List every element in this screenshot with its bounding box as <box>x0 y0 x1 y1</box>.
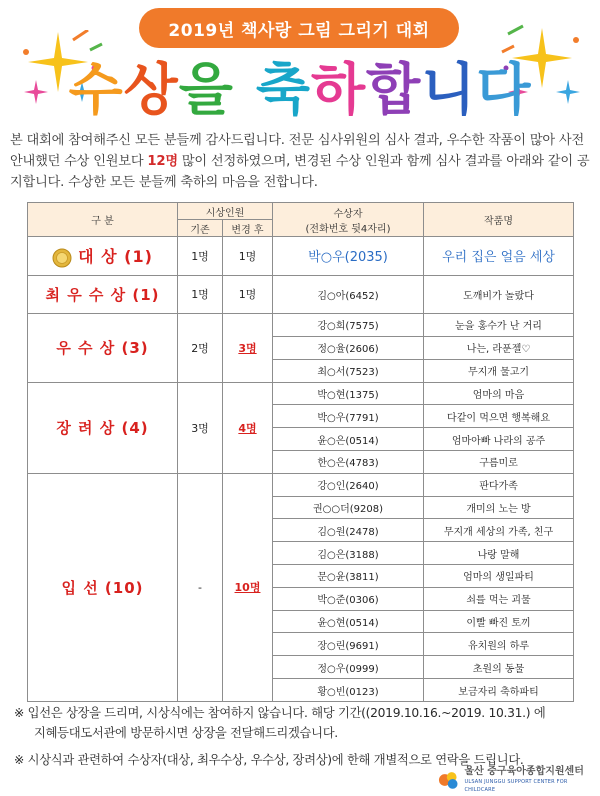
count-before: - <box>178 473 223 701</box>
intro-text-2: 많이 선정하였으며, 변경된 수상 인원과 함께 심사 결과를 아래와 같이 공지합니다. 수상한 모든 분들께 축하의 마음을 전합니다. <box>10 154 590 190</box>
work-title: 도깨비가 놀랐다 <box>424 275 574 314</box>
title-letter: 합 <box>366 58 422 123</box>
winner-name: 윤○은(0514) <box>273 428 424 451</box>
winner-name: 최○서(7523) <box>273 359 424 382</box>
work-title: 구름미로 <box>424 450 574 473</box>
award-category <box>28 382 178 473</box>
winner-name: 김○은(3188) <box>273 542 424 565</box>
gold-medal-icon <box>52 248 72 268</box>
winner-name: 한○은(4783) <box>273 450 424 473</box>
count-after: 1명 <box>223 237 273 276</box>
winner-name: 장○린(9691) <box>273 633 424 656</box>
title-word-1 <box>69 46 234 126</box>
count-after: 1명 <box>223 275 273 314</box>
award-category-label: 입 선 (10) <box>61 578 144 597</box>
header-count-after: 변경 후 <box>223 220 273 237</box>
award-category-label: 장 려 상 (4) <box>56 419 149 438</box>
winner-name: 정○율(2606) <box>273 336 424 359</box>
count-before: 2명 <box>178 314 223 382</box>
table-row <box>28 237 574 276</box>
work-title: 판다가족 <box>424 473 574 496</box>
center-logo <box>437 767 597 793</box>
header-count-group: 시상인원 <box>178 203 273 220</box>
header-work: 작품명 <box>424 203 574 237</box>
winner-name: 박○준(0306) <box>273 587 424 610</box>
winner-name: 김○아(6452) <box>273 275 424 314</box>
work-title: 엄마아빠 나라의 공주 <box>424 428 574 451</box>
note-1-line-2: 지혜등대도서관에 방문하시면 상장을 전달해드리겠습니다. <box>34 726 338 740</box>
title-letter: 하 <box>311 58 367 123</box>
page-title <box>0 50 600 122</box>
header-winner <box>273 203 424 237</box>
count-before: 3명 <box>178 382 223 473</box>
winner-name: 강○희(7575) <box>273 314 424 337</box>
logo-name: 울산 중구육아종합지원센터 <box>464 766 584 777</box>
count-after: 10명 <box>223 473 273 701</box>
winner-name: 윤○현(0514) <box>273 610 424 633</box>
title-letter: 을 <box>178 58 234 123</box>
title-letter: 축 <box>255 58 311 123</box>
work-title: 초원의 동물 <box>424 656 574 679</box>
award-category <box>28 275 178 314</box>
winner-name: 김○원(2478) <box>273 519 424 542</box>
work-title: 우리 집은 얼음 세상 <box>424 237 574 276</box>
award-category-label: 대 상 (1) <box>78 247 153 267</box>
winner-name: 강○인(2640) <box>273 473 424 496</box>
table-row <box>28 314 574 337</box>
intro-highlight: 12명 <box>147 154 178 169</box>
header-winner-line2: (전화번호 뒷4자리) <box>305 223 391 235</box>
award-category <box>28 237 178 276</box>
work-title: 나는, 라푼젤♡ <box>424 336 574 359</box>
logo-icon <box>437 768 460 792</box>
winner-name: 박○우(7791) <box>273 405 424 428</box>
winner-name: 박○우(2035) <box>273 237 424 276</box>
table-row <box>28 473 574 496</box>
work-title: 무지개 물고기 <box>424 359 574 382</box>
logo-name-en: ULSAN JUNGGU SUPPORT CENTER FOR CHILDCARE <box>464 779 568 793</box>
intro-text-1: 본 대회에 참여해주신 모든 분들께 감사드립니다. 전문 심사위원의 심사 결과, 우수한 작품이 많아 사전 안내했던 수상 인원보다 <box>10 133 584 169</box>
subtitle-pill: 2019년 책사랑 그림 그리기 대회 <box>139 8 459 48</box>
work-title: 개미의 노는 방 <box>424 496 574 519</box>
title-letter: 상 <box>123 58 179 123</box>
work-title: 보금자리 축하파티 <box>424 679 574 702</box>
work-title: 눈을 홍수가 난 거리 <box>424 314 574 337</box>
header-winner-line1: 수상자 <box>333 208 363 220</box>
award-category-label: 최 우 수 상 (1) <box>45 285 160 304</box>
work-title: 무지개 세상의 가족, 친구 <box>424 519 574 542</box>
header-count-before: 기존 <box>178 220 223 237</box>
header-category: 구 분 <box>28 203 178 237</box>
count-before: 1명 <box>178 237 223 276</box>
work-title: 엄마의 마음 <box>424 382 574 405</box>
work-title: 쇠를 먹는 괴물 <box>424 587 574 610</box>
title-letter: 다 <box>476 58 532 123</box>
count-after: 3명 <box>223 314 273 382</box>
work-title: 나랑 말해 <box>424 542 574 565</box>
title-banner <box>0 0 600 122</box>
count-after: 4명 <box>223 382 273 473</box>
title-letter: 수 <box>68 58 124 123</box>
intro-paragraph <box>10 130 592 193</box>
table-row <box>28 382 574 405</box>
winner-name: 정○우(0999) <box>273 656 424 679</box>
awards-table <box>27 202 574 702</box>
count-before: 1명 <box>178 275 223 314</box>
table-row <box>28 275 574 314</box>
winner-name: 권○○더(9208) <box>273 496 424 519</box>
award-category-label: 우 수 상 (3) <box>56 339 149 358</box>
notes <box>14 703 594 770</box>
winner-name: 문○윤(3811) <box>273 565 424 588</box>
work-title: 엄마의 생일파티 <box>424 565 574 588</box>
title-letter: 니 <box>421 58 477 123</box>
winner-name: 박○현(1375) <box>273 382 424 405</box>
title-word-2 <box>256 46 532 126</box>
winner-name: 황○빈(0123) <box>273 679 424 702</box>
award-category <box>28 314 178 382</box>
work-title: 유치원의 하루 <box>424 633 574 656</box>
note-2: ※ 시상식과 관련하여 수상자(대상, 최우수상, 우수상, 장려상)에 한해 개별적으로 연락을 드립니다. <box>14 753 524 767</box>
award-category <box>28 473 178 701</box>
note-1-line-1: ※ 입선은 상장을 드리며, 시상식에는 참여하지 않습니다. 해당 기간((2019.10.16.~2019. 10.31.) 에 <box>14 706 546 720</box>
work-title: 이빨 빠진 토끼 <box>424 610 574 633</box>
work-title: 다같이 먹으면 행복해요 <box>424 405 574 428</box>
